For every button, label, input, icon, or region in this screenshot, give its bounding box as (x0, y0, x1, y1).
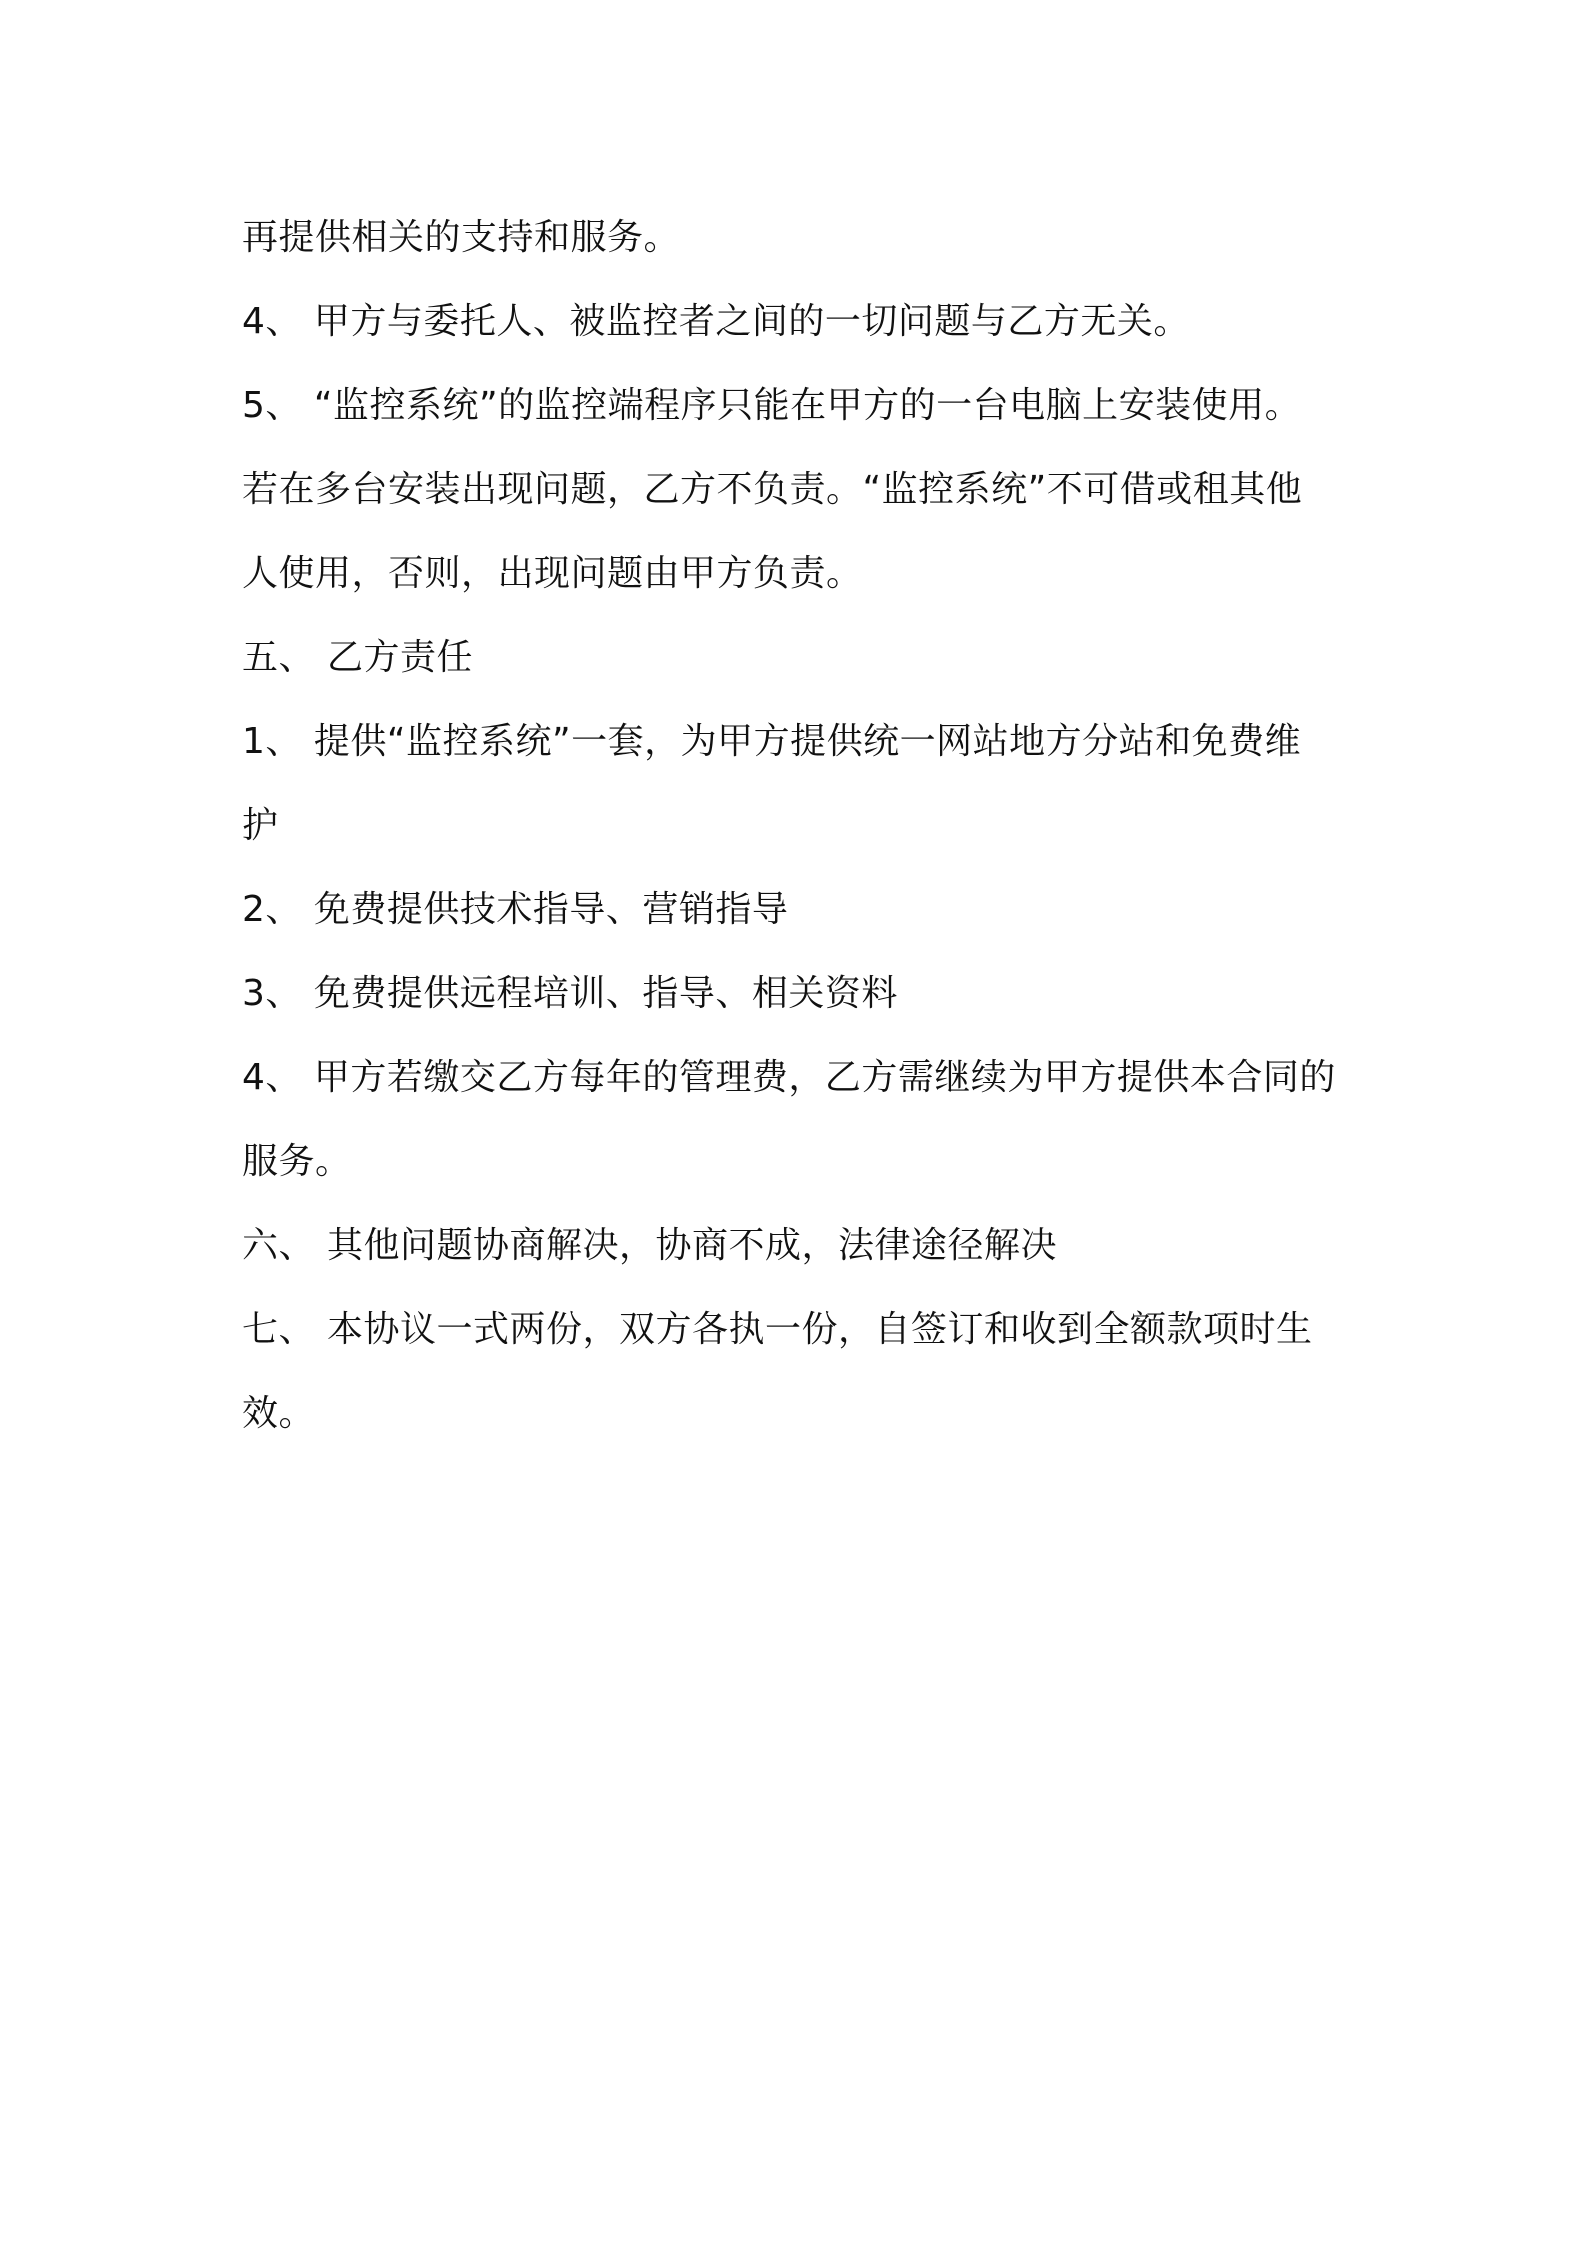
text-line: 4、 甲方与委托人、被监控者之间的一切问题与乙方无关。 (242, 301, 1190, 342)
text-line: 5、 “监控系统”的监控端程序只能在甲方的一台电脑上安装使用。 (242, 385, 1302, 426)
text-line: 3、 免费提供远程培训、指导、相关资料 (242, 973, 898, 1014)
text-line: 服务。 (242, 1141, 352, 1182)
section-heading: 五、 乙方责任 (242, 637, 473, 678)
section-heading: 七、 本协议一式两份，双方各执一份，自签订和收到全额款项时生 (242, 1309, 1313, 1350)
document-body (242, 196, 1362, 1456)
section-heading: 六、 其他问题协商解决，协商不成，法律途径解决 (242, 1225, 1057, 1266)
text-line: 2、 免费提供技术指导、营销指导 (242, 889, 789, 930)
text-line: 人使用，否则，出现问题由甲方负责。 (242, 553, 863, 594)
text-line: 1、 提供“监控系统”一套，为甲方提供统一网站地方分站和免费维 (242, 721, 1302, 762)
text-line: 效。 (242, 1393, 316, 1434)
text-line: 护 (242, 805, 279, 846)
text-line: 4、 甲方若缴交乙方每年的管理费，乙方需继续为甲方提供本合同的 (242, 1057, 1336, 1098)
text-line: 再提供相关的支持和服务。 (242, 217, 681, 258)
text-line: 若在多台安装出现问题，乙方不负责。“监控系统”不可借或租其他 (242, 469, 1303, 510)
